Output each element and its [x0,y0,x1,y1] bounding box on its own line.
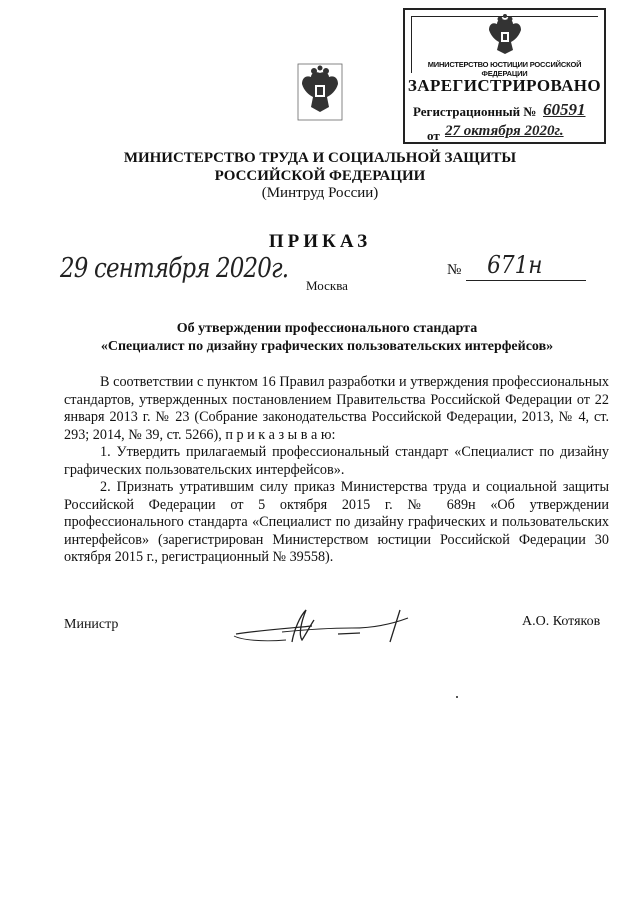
handwritten-signature [232,606,422,650]
stamp-ministry: МИНИСТЕРСТВО ЮСТИЦИИ РОССИЙСКОЙ ФЕДЕРАЦИИ [427,60,582,78]
stamp-reg-date-label: от [427,128,440,143]
stamp-reg-date-value: 27 октября 2020г. [445,123,564,139]
ministry-short-name: (Минтруд России) [261,185,379,201]
ministry-line-1: МИНИСТЕРСТВО ТРУДА И СОЦИАЛЬНОЙ ЗАЩИТЫ [123,150,517,166]
subject-line-1: Об утверждении профессионального стандарта [176,321,478,336]
order-number-value: 671н [487,251,543,279]
body-paragraph-item-2: 2. Признать утратившим силу приказ Министерства труда и социальной защиты Российской Федерации от 5 октября 2015 г. № 689н «Об утверждении профессионального стандарта «Специалист по дизайну графических и пользовательских интерфейсов» (зарегистрирован Министерством юстиции Российской Федерации 30 октября 2015 г., регистрационный № 39558). [64,479,609,565]
stamp-reg-number-label: Регистрационный № [413,104,537,119]
coat-of-arms-icon [485,14,525,58]
order-title: ПРИКАЗ [268,231,372,252]
order-number-label: № [447,262,462,278]
order-body [64,374,609,567]
page-mark [456,696,458,698]
coat-of-arms-icon [297,63,343,121]
body-paragraph-item-1: 1. Утвердить прилагаемый профессиональный стандарт «Специалист по дизайну графических пользовательских интерфейсов». [64,444,609,478]
order-subject [0,320,640,356]
body-paragraph-preamble: В соответствии с пунктом 16 Правил разработки и утверждения профессиональных стандартов, утвержденных постановлением Правительства Российской Федерации от 22 января 2013 г. № 23 (Собрание законодательства Российской Федерации, 2013, № 4, ст. 293; 2014, № 39, ст. 5266), п р и к а з ы в а ю: [64,374,609,443]
ministry-name [0,149,640,185]
signer-title: Министр [64,617,119,632]
order-date: 29 сентября 2020г. [60,253,289,284]
registration-stamp [403,8,606,144]
stamp-status: ЗАРЕГИСТРИРОВАНО [407,76,602,95]
order-city: Москва [306,278,348,293]
stamp-reg-number-value: 60591 [543,100,586,119]
signer-name: А.О. Котяков [522,614,601,629]
ministry-line-2: РОССИЙСКОЙ ФЕДЕРАЦИИ [214,168,426,184]
subject-line-2: «Специалист по дизайну графических пользовательских интерфейсов» [100,339,554,354]
